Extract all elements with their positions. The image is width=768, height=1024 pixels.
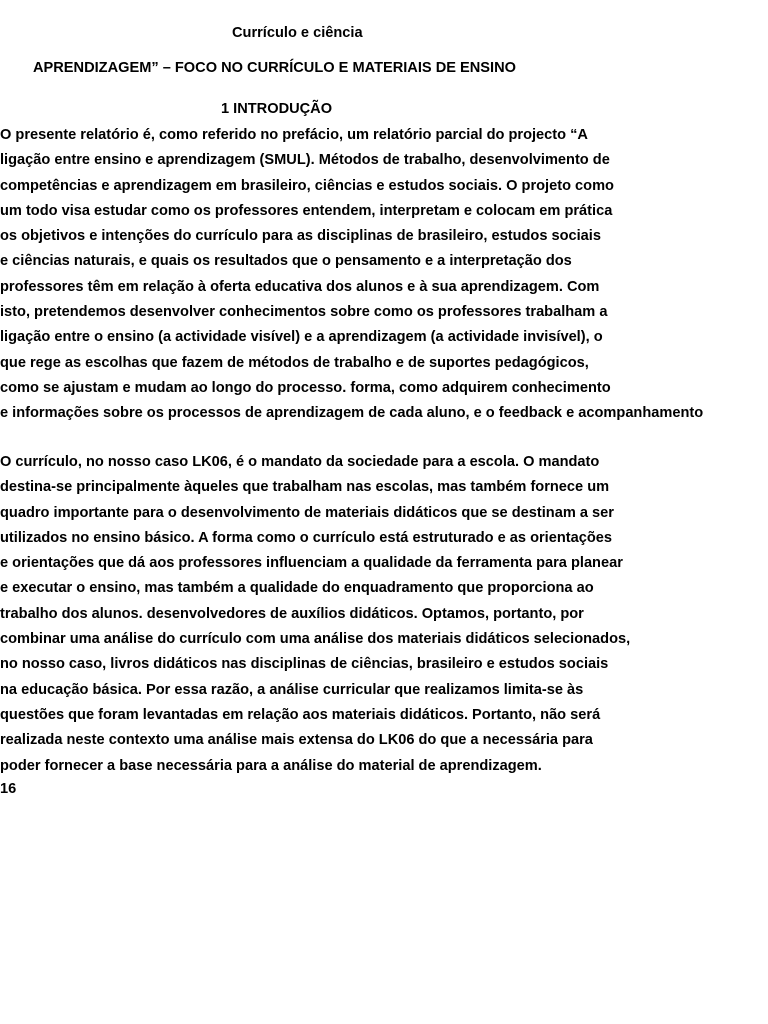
text-line: competências e aprendizagem em brasileiro, ciências e estudos sociais. O projeto como: [0, 177, 614, 194]
text-line: e orientações que dá aos professores influenciam a qualidade da ferramenta para planear: [0, 555, 623, 572]
text-line: e executar o ensino, mas também a qualidade do enquadramento que proporciona ao: [0, 580, 594, 597]
text-line: O currículo, no nosso caso LK06, é o mandato da sociedade para a escola. O mandato: [0, 454, 600, 470]
text-line: isto, pretendemos desenvolver conhecimentos sobre como os professores trabalham a: [0, 304, 608, 321]
text-line: os objetivos e intenções do currículo para as disciplinas de brasileiro, estudos sociais: [0, 228, 601, 245]
paragraph-2: [0, 453, 630, 782]
text-line: e informações sobre os processos de aprendizagem de cada aluno, e o feedback e acompanhamento: [0, 405, 704, 422]
text-line: ligação entre ensino e aprendizagem (SMUL). Métodos de trabalho, desenvolvimento de: [0, 152, 610, 169]
text-line: ligação entre o ensino (a actividade visível) e a aprendizagem (a actividade invisível), o: [0, 329, 603, 346]
text-line: destina-se principalmente àqueles que trabalham nas escolas, mas também fornece um: [0, 479, 610, 496]
text-line: poder fornecer a base necessária para a análise do material de aprendizagem.: [0, 757, 542, 774]
text-line: um todo visa estudar como os professores entendem, interpretam e colocam em prática: [0, 202, 613, 219]
paragraph-1: [0, 126, 703, 430]
text-line: combinar uma análise do currículo com uma análise dos materiais didáticos selecionados,: [0, 631, 631, 648]
text-line: na educação básica. Por essa razão, a análise curricular que realizamos limita-se às: [0, 681, 584, 698]
document-title: Currículo e ciência: [232, 25, 363, 41]
text-line: como se ajustam e mudam ao longo do processo. forma, como adquirem conhecimento: [0, 379, 611, 396]
text-line: utilizados no ensino básico. A forma como o currículo está estruturado e as orientações: [0, 529, 612, 546]
text-line: quadro importante para o desenvolvimento de materiais didáticos que se destinam a ser: [0, 504, 614, 521]
text-line: O presente relatório é, como referido no prefácio, um relatório parcial do projecto “A: [0, 127, 588, 143]
text-line: no nosso caso, livros didáticos nas disciplinas de ciências, brasileiro e estudos sociais: [0, 656, 609, 673]
text-line: que rege as escolhas que fazem de métodos de trabalho e de suportes pedagógicos,: [0, 354, 589, 371]
page-number: 16: [0, 781, 17, 797]
text-line: professores têm em relação à oferta educativa dos alunos e à sua aprendizagem. Com: [0, 278, 600, 295]
document-subtitle: APRENDIZAGEM” – FOCO NO CURRÍCULO E MATERIAIS DE ENSINO: [33, 60, 516, 76]
text-line: e ciências naturais, e quais os resultados que o pensamento e a interpretação dos: [0, 253, 572, 270]
text-line: trabalho dos alunos. desenvolvedores de auxílios didáticos. Optamos, portanto, por: [0, 605, 584, 622]
text-line: realizada neste contexto uma análise mais extensa do LK06 do que a necessária para: [0, 732, 593, 749]
text-line: questões que foram levantadas em relação aos materiais didáticos. Portanto, não será: [0, 706, 601, 723]
section-heading: 1 INTRODUÇÃO: [221, 101, 333, 117]
